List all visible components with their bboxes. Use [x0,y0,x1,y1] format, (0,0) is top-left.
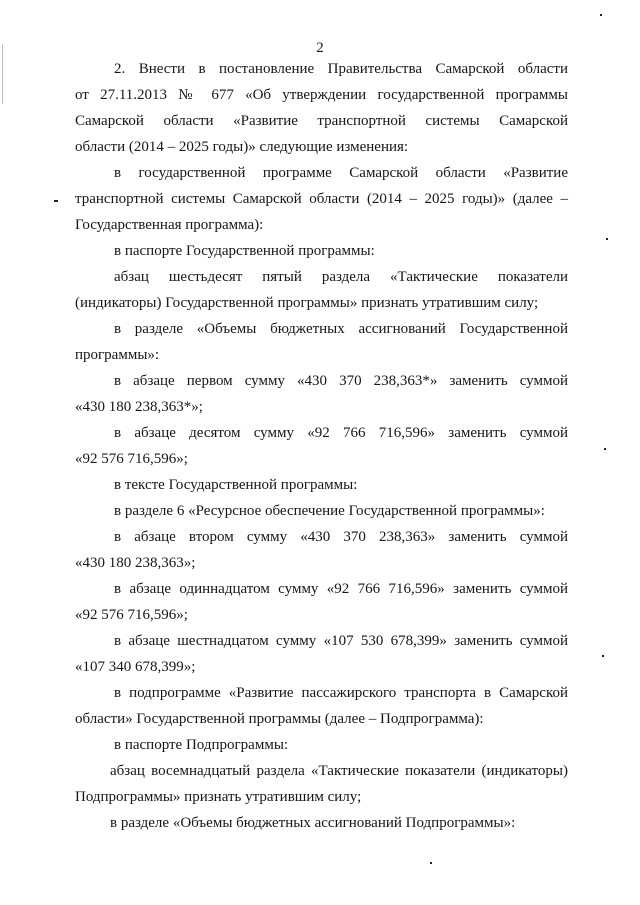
paragraph-line: в паспорте Государственной программы: [114,243,375,259]
paragraph-line: в разделе 6 «Ресурсное обеспечение Государственной программы»: [114,503,545,519]
paragraph-line: в паспорте Подпрограммы: [114,737,289,753]
paragraph-line: в тексте Государственной программы: [114,477,358,493]
paragraph-line: 2. Внести в постановление Правительства Самарской области [114,61,568,77]
paragraph-line: Государственная программа): [75,217,264,233]
scan-edge [2,44,3,104]
paragraph-line: в разделе «Объемы бюджетных ассигнований Подпрограммы»: [110,815,516,831]
scan-mark [606,238,608,240]
paragraph-line: в разделе «Объемы бюджетных ассигнований Государственной [114,321,568,337]
scan-mark [604,448,606,450]
paragraph-line: области (2014 – 2025 годы)» следующие изменения: [75,139,409,155]
scan-mark [602,655,604,657]
paragraph-line: «107 340 678,399»; [75,659,196,675]
paragraph-line: в абзаце десятом сумму «92 766 716,596» заменить суммой [114,425,568,441]
paragraph-line: в государственной программе Самарской области «Развитие [114,165,568,181]
paragraph-line: «92 576 716,596»; [75,451,188,467]
paragraph-line: в абзаце шестнадцатом сумму «107 530 678,399» заменить суммой [114,633,568,649]
scan-mark [430,862,432,864]
paragraph-line: от 27.11.2013 № 677 «Об утверждении государственной программы [75,87,568,103]
paragraph-line: области» Государственной программы (далее – Подпрограмма): [75,711,484,727]
paragraph-line: транспортной системы Самарской области (2014 – 2025 годы)» (далее – [75,191,568,207]
paragraph-line: Подпрограммы» признать утратившим силу; [75,789,362,805]
paragraph-line: программы»: [75,347,160,363]
page-number: 2 [316,40,324,56]
paragraph-line: «430 180 238,363»; [75,555,196,571]
paragraph-line: «92 576 716,596»; [75,607,188,623]
paragraph-line: в абзаце втором сумму «430 370 238,363» заменить суммой [114,529,568,545]
paragraph-line: «430 180 238,363*»; [75,399,203,415]
scan-mark [54,200,58,202]
paragraph-line: в подпрограмме «Развитие пассажирского транспорта в Самарской [114,685,568,701]
paragraph-line: абзац восемнадцатый раздела «Тактические показатели (индикаторы) [110,763,568,779]
paragraph-line: абзац шестьдесят пятый раздела «Тактические показатели [114,269,568,285]
paragraph-line: в абзаце одиннадцатом сумму «92 766 716,596» заменить суммой [114,581,568,597]
paragraph-line: (индикаторы) Государственной программы» признать утратившим силу; [75,295,539,311]
scan-mark [600,14,602,16]
paragraph-line: Самарской области «Развитие транспортной системы Самарской [75,113,568,129]
paragraph-line: в абзаце первом сумму «430 370 238,363*» заменить суммой [114,373,568,389]
